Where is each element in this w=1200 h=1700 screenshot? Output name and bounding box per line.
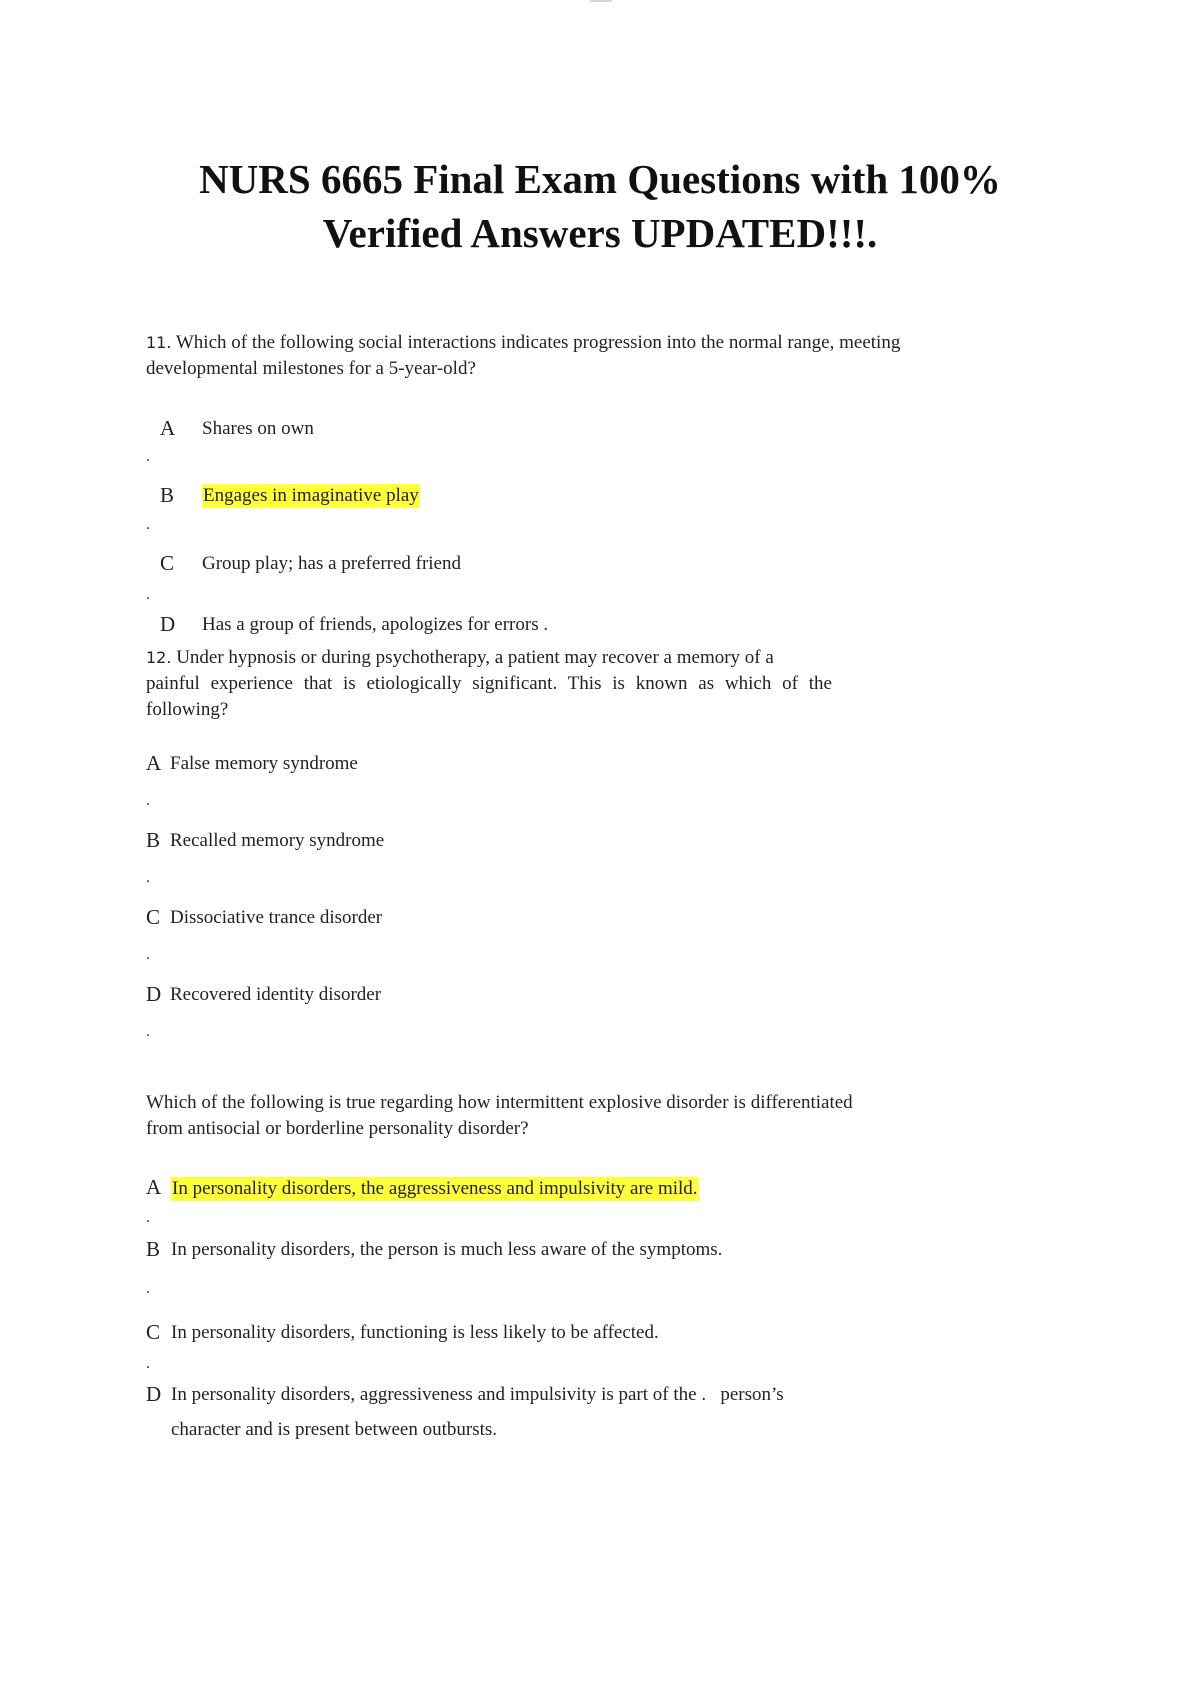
option-letter: C	[146, 1320, 161, 1344]
option-letter: A	[146, 1175, 162, 1199]
option-separator: .	[146, 792, 150, 809]
option-separator: .	[146, 869, 150, 886]
option-text: In personality disorders, the person is much less aware of the symptoms.	[171, 1239, 723, 1260]
option-letter: B	[146, 828, 161, 852]
option-separator: .	[146, 1355, 150, 1372]
option-text: In personality disorders, aggressiveness and impulsivity is part of the . person’s	[171, 1384, 784, 1405]
option-text-continued: character and is present between outbursts.	[171, 1419, 498, 1440]
option-text: Dissociative trance disorder	[170, 907, 383, 928]
question-number: 12.	[146, 648, 172, 667]
title-line-2: Verified Answers UPDATED!!!.	[322, 210, 878, 256]
option-text: Recalled memory syndrome	[170, 830, 385, 851]
option-separator: .	[146, 1023, 150, 1040]
option-letter: A	[146, 751, 162, 775]
option-separator: .	[146, 1280, 150, 1297]
question-12-line-2: painful experience that is etiologically significant. This is known as which of the	[146, 673, 832, 694]
document-title	[100, 152, 1100, 260]
option-text: Group play; has a preferred friend	[202, 553, 462, 574]
question-12-line-1	[146, 645, 832, 671]
question-11-line-2: developmental milestones for a 5-year-old?	[146, 358, 476, 379]
option-letter: C	[160, 551, 175, 575]
question-text: Which of the following social interactions indicates progression into the normal range, meeting	[175, 332, 901, 353]
question-12-line-3: following?	[146, 699, 229, 720]
title-line-1: NURS 6665 Final Exam Questions with 100%	[199, 156, 1001, 202]
option-letter: A	[160, 416, 176, 440]
option-separator: .	[146, 586, 150, 603]
option-letter: D	[146, 1382, 162, 1406]
option-text: Has a group of friends, apologizes for errors .	[202, 614, 549, 635]
question-11-line-1	[146, 330, 1004, 356]
option-separator: .	[146, 1209, 150, 1226]
option-text: Recovered identity disorder	[170, 984, 382, 1005]
option-letter: B	[146, 1237, 161, 1261]
page-top-mark	[590, 0, 612, 2]
question-text: Under hypnosis or during psychotherapy, a patient may recover a memory of a	[176, 647, 774, 668]
option-text-highlighted: In personality disorders, the aggressiveness and impulsivity are mild.	[172, 1178, 698, 1199]
option-letter: D	[160, 612, 176, 636]
option-separator: .	[146, 448, 150, 465]
question-number: 11.	[146, 333, 172, 352]
option-text: False memory syndrome	[170, 753, 358, 774]
option-text-highlighted: Engages in imaginative play	[203, 485, 419, 506]
option-letter: D	[146, 982, 162, 1006]
option-letter: B	[160, 483, 175, 507]
option-letter: C	[146, 905, 161, 929]
question-13-line-1: Which of the following is true regarding how intermittent explosive disorder is differentiated	[146, 1092, 853, 1113]
option-separator: .	[146, 946, 150, 963]
option-separator: .	[146, 516, 150, 533]
question-13-line-2: from antisocial or borderline personality disorder?	[146, 1118, 529, 1139]
option-text: Shares on own	[202, 418, 314, 439]
option-text: In personality disorders, functioning is less likely to be affected.	[171, 1322, 659, 1343]
